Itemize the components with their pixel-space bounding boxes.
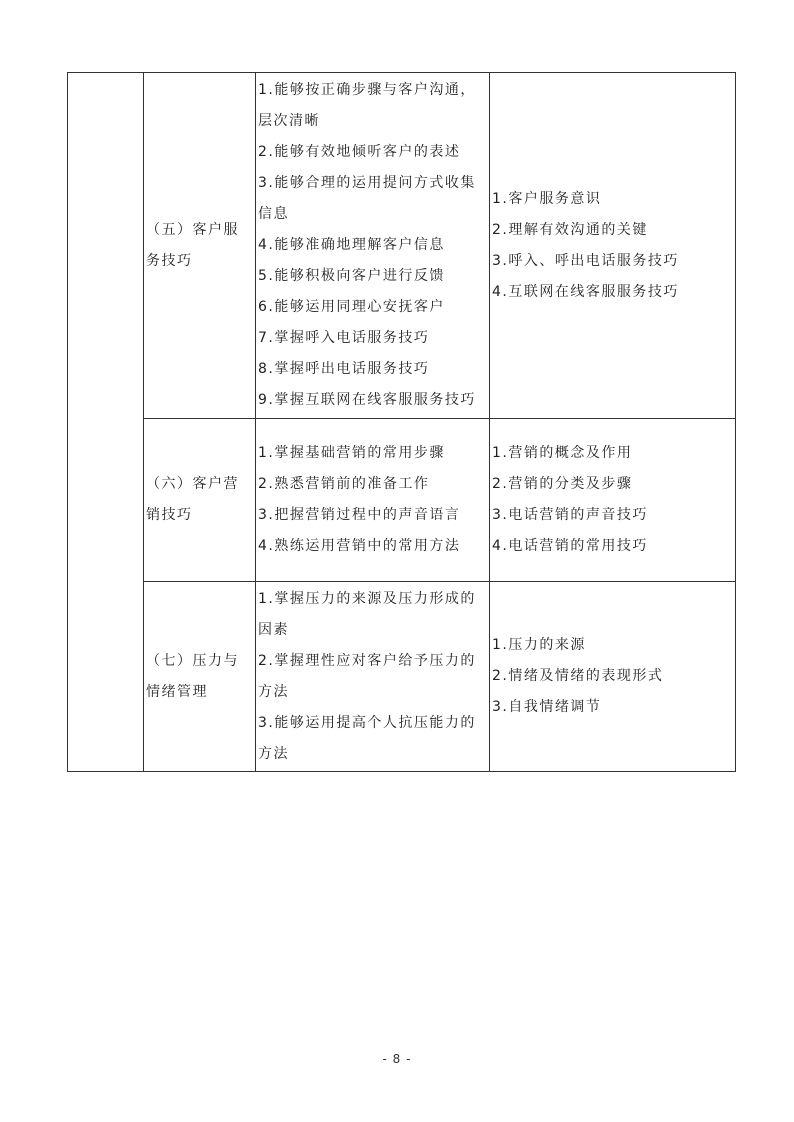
skill-item: 3.能够运用提高个人抗压能力的方法 — [258, 714, 476, 762]
skill-item: 1.掌握基础营销的常用步骤 — [258, 445, 445, 461]
skill-item: 4.熟练运用营销中的常用方法 — [258, 538, 461, 554]
skill-item: 4.能够准确地理解客户信息 — [258, 237, 445, 253]
knowledge-item: 2.理解有效沟通的关键 — [492, 221, 648, 238]
knowledge-item: 1.压力的来源 — [492, 637, 586, 653]
knowledge-item: 1.营销的概念及作用 — [492, 445, 633, 461]
skill-item: 9.掌握互联网在线客服服务技巧 — [258, 392, 476, 408]
knowledge-item: 3.自我情绪调节 — [492, 699, 602, 715]
skill-requirements-cell — [256, 73, 490, 419]
module-title: （五）客户服务技巧 — [146, 221, 239, 269]
knowledge-requirements-cell — [490, 582, 736, 772]
module-title: （六）客户营销技巧 — [146, 476, 239, 523]
skill-requirements-cell — [256, 582, 490, 772]
table-row — [68, 582, 736, 772]
module-title-cell — [144, 419, 256, 582]
knowledge-item: 2.情绪及情绪的表现形式 — [492, 668, 664, 684]
knowledge-requirements-cell — [490, 419, 736, 582]
skill-item: 3.把握营销过程中的声音语言 — [258, 507, 461, 523]
module-title: （七）压力与情绪管理 — [146, 652, 239, 700]
skill-item: 2.掌握理性应对客户给予压力的方法 — [258, 652, 476, 700]
skill-item: 3.能够合理的运用提问方式收集信息 — [258, 175, 476, 222]
module-title-cell — [144, 582, 256, 772]
skill-item: 1.能够按正确步骤与客户沟通，层次清晰 — [258, 82, 476, 129]
skill-item: 7.掌握呼入电话服务技巧 — [258, 330, 430, 346]
course-outline-table — [67, 72, 736, 772]
module-title-cell — [144, 73, 256, 419]
knowledge-item: 2.营销的分类及步骤 — [492, 476, 633, 492]
skill-item: 2.熟悉营销前的准备工作 — [258, 476, 430, 492]
skill-item: 6.能够运用同理心安抚客户 — [258, 299, 445, 315]
page-number: - 8 - — [382, 1052, 412, 1066]
table-row — [68, 419, 736, 582]
merged-category-cell — [68, 73, 144, 772]
skill-requirements-cell — [256, 419, 490, 582]
table-row — [68, 73, 736, 419]
knowledge-item: 3.电话营销的声音技巧 — [492, 507, 648, 523]
knowledge-item: 1.客户服务意识 — [492, 190, 602, 207]
skill-item: 2.能够有效地倾听客户的表述 — [258, 144, 461, 160]
knowledge-item: 4.互联网在线客服服务技巧 — [492, 283, 679, 300]
knowledge-item: 4.电话营销的常用技巧 — [492, 538, 648, 554]
skill-item: 8.掌握呼出电话服务技巧 — [258, 361, 430, 377]
knowledge-requirements-cell — [490, 73, 736, 419]
skill-item: 5.能够积极向客户进行反馈 — [258, 268, 445, 284]
knowledge-item: 3.呼入、呼出电话服务技巧 — [492, 252, 679, 269]
skill-item: 1.掌握压力的来源及压力形成的因素 — [258, 590, 476, 638]
